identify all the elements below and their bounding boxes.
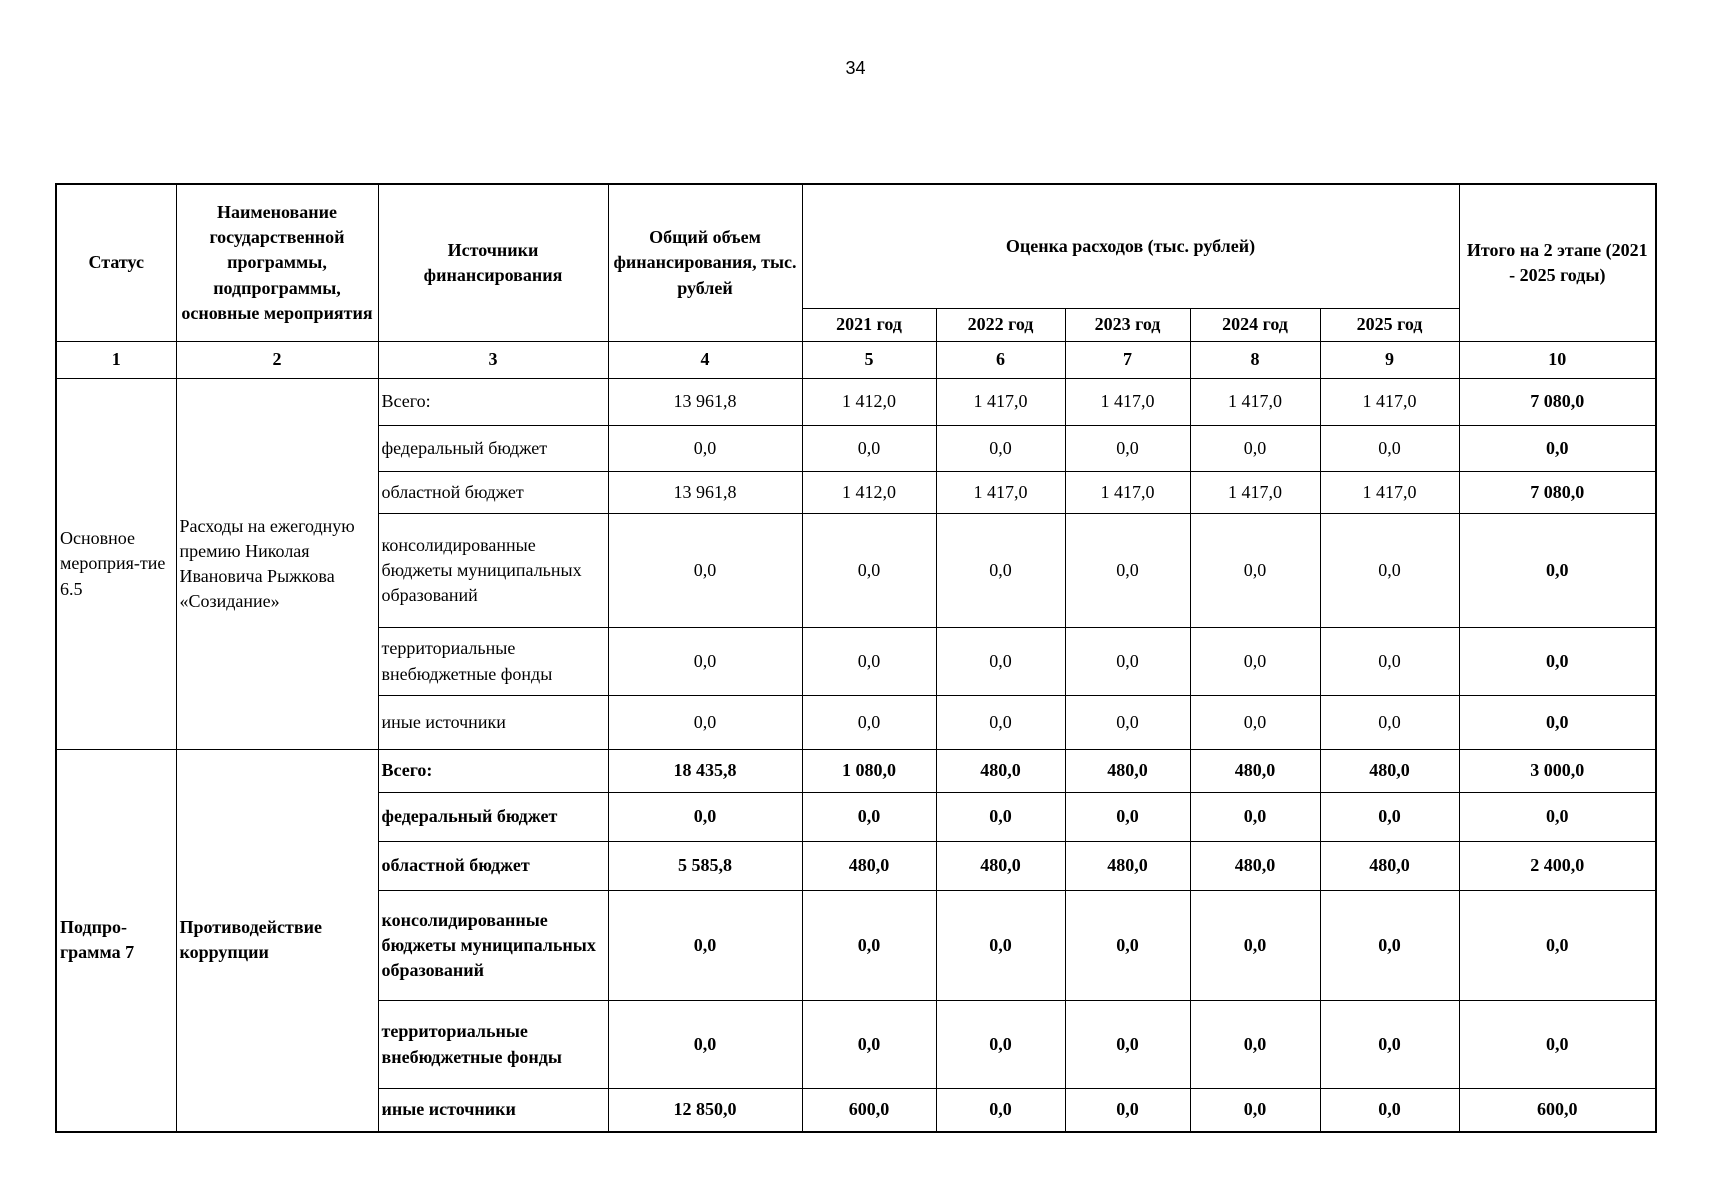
- year-value: 0,0: [936, 514, 1065, 628]
- header-sources: Источники финансирования: [378, 184, 608, 342]
- total-volume: 13 961,8: [608, 379, 802, 426]
- year-value: 1 417,0: [1320, 472, 1459, 514]
- source-label: Всего:: [378, 379, 608, 426]
- total-volume: 5 585,8: [608, 842, 802, 891]
- stage-total: 0,0: [1459, 696, 1656, 750]
- year-value: 0,0: [936, 1001, 1065, 1089]
- header-year-2024: 2024 год: [1190, 309, 1320, 342]
- year-value: 0,0: [936, 891, 1065, 1001]
- table-row: [56, 750, 1656, 793]
- year-value: 0,0: [1065, 1089, 1190, 1132]
- block-name: Расходы на ежегодную премию Николая Ивановича Рыжкова «Созидание»: [176, 379, 378, 750]
- source-label: консолидированные бюджеты муниципальных образований: [378, 891, 608, 1001]
- year-value: 0,0: [1320, 514, 1459, 628]
- column-number: 9: [1320, 342, 1459, 379]
- year-value: 0,0: [1320, 1089, 1459, 1132]
- column-number: 3: [378, 342, 608, 379]
- column-number: 4: [608, 342, 802, 379]
- stage-total: 2 400,0: [1459, 842, 1656, 891]
- year-value: 0,0: [1320, 1001, 1459, 1089]
- year-value: 480,0: [936, 750, 1065, 793]
- year-value: 600,0: [802, 1089, 936, 1132]
- block-name: Противодействие коррупции: [176, 750, 378, 1132]
- source-label: Всего:: [378, 750, 608, 793]
- year-value: 1 417,0: [936, 379, 1065, 426]
- year-value: 0,0: [936, 793, 1065, 842]
- stage-total: 0,0: [1459, 628, 1656, 696]
- year-value: 0,0: [936, 1089, 1065, 1132]
- column-number: 5: [802, 342, 936, 379]
- source-label: федеральный бюджет: [378, 793, 608, 842]
- stage-total: 0,0: [1459, 891, 1656, 1001]
- year-value: 1 417,0: [1190, 472, 1320, 514]
- year-value: 0,0: [802, 628, 936, 696]
- year-value: 480,0: [1190, 842, 1320, 891]
- year-value: 1 080,0: [802, 750, 936, 793]
- year-value: 0,0: [802, 1001, 936, 1089]
- header-estimate: Оценка расходов (тыс. рублей): [802, 184, 1459, 309]
- header-year-2025: 2025 год: [1320, 309, 1459, 342]
- header-year-2023: 2023 год: [1065, 309, 1190, 342]
- year-value: 1 417,0: [936, 472, 1065, 514]
- year-value: 1 412,0: [802, 379, 936, 426]
- column-number: 2: [176, 342, 378, 379]
- year-value: 0,0: [1320, 891, 1459, 1001]
- year-value: 0,0: [1065, 696, 1190, 750]
- stage-total: 0,0: [1459, 793, 1656, 842]
- column-number: 6: [936, 342, 1065, 379]
- header-total-volume: Общий объем финансирования, тыс. рублей: [608, 184, 802, 342]
- year-value: 0,0: [802, 891, 936, 1001]
- year-value: 0,0: [802, 793, 936, 842]
- header-status: Статус: [56, 184, 176, 342]
- year-value: 0,0: [1190, 696, 1320, 750]
- year-value: 480,0: [1065, 842, 1190, 891]
- block-status: Основное мероприя-тие 6.5: [56, 379, 176, 750]
- year-value: 1 412,0: [802, 472, 936, 514]
- total-volume: 0,0: [608, 514, 802, 628]
- stage-total: 7 080,0: [1459, 472, 1656, 514]
- year-value: 0,0: [802, 696, 936, 750]
- column-number: 8: [1190, 342, 1320, 379]
- year-value: 0,0: [1065, 426, 1190, 472]
- source-label: иные источники: [378, 696, 608, 750]
- header-year-2021: 2021 год: [802, 309, 936, 342]
- stage-total: 3 000,0: [1459, 750, 1656, 793]
- total-volume: 0,0: [608, 793, 802, 842]
- header-year-2022: 2022 год: [936, 309, 1065, 342]
- total-volume: 0,0: [608, 628, 802, 696]
- source-label: федеральный бюджет: [378, 426, 608, 472]
- year-value: 0,0: [1190, 628, 1320, 696]
- year-value: 480,0: [1320, 750, 1459, 793]
- total-volume: 12 850,0: [608, 1089, 802, 1132]
- year-value: 0,0: [1320, 628, 1459, 696]
- year-value: 1 417,0: [1190, 379, 1320, 426]
- financing-table: [55, 183, 1657, 1133]
- header-row: [56, 184, 1656, 309]
- header-stage-total: Итого на 2 этапе (2021 - 2025 годы): [1459, 184, 1656, 342]
- source-label: иные источники: [378, 1089, 608, 1132]
- stage-total: 0,0: [1459, 514, 1656, 628]
- total-volume: 18 435,8: [608, 750, 802, 793]
- stage-total: 0,0: [1459, 426, 1656, 472]
- total-volume: 0,0: [608, 1001, 802, 1089]
- year-value: 0,0: [802, 426, 936, 472]
- source-label: консолидированные бюджеты муниципальных образований: [378, 514, 608, 628]
- source-label: территориальные внебюджетные фонды: [378, 1001, 608, 1089]
- year-value: 0,0: [1190, 514, 1320, 628]
- column-number: 10: [1459, 342, 1656, 379]
- total-volume: 0,0: [608, 426, 802, 472]
- stage-total: 0,0: [1459, 1001, 1656, 1089]
- total-volume: 13 961,8: [608, 472, 802, 514]
- year-value: 0,0: [1065, 891, 1190, 1001]
- year-value: 1 417,0: [1065, 379, 1190, 426]
- column-number: 7: [1065, 342, 1190, 379]
- year-value: 0,0: [1190, 891, 1320, 1001]
- year-value: 480,0: [802, 842, 936, 891]
- stage-total: 600,0: [1459, 1089, 1656, 1132]
- column-number: 1: [56, 342, 176, 379]
- year-value: 0,0: [936, 426, 1065, 472]
- year-value: 0,0: [1065, 1001, 1190, 1089]
- stage-total: 7 080,0: [1459, 379, 1656, 426]
- year-value: 0,0: [1320, 793, 1459, 842]
- year-value: 480,0: [1190, 750, 1320, 793]
- year-value: 480,0: [936, 842, 1065, 891]
- total-volume: 0,0: [608, 696, 802, 750]
- year-value: 1 417,0: [1320, 379, 1459, 426]
- year-value: 0,0: [802, 514, 936, 628]
- total-volume: 0,0: [608, 891, 802, 1001]
- year-value: 0,0: [1190, 1001, 1320, 1089]
- year-value: 480,0: [1065, 750, 1190, 793]
- year-value: 0,0: [1065, 628, 1190, 696]
- header-name: Наименование государственной программы, подпрограммы, основные мероприятия: [176, 184, 378, 342]
- year-value: 0,0: [1190, 793, 1320, 842]
- year-value: 480,0: [1320, 842, 1459, 891]
- column-number-row: [56, 342, 1656, 379]
- year-value: 0,0: [1190, 426, 1320, 472]
- source-label: областной бюджет: [378, 842, 608, 891]
- year-value: 0,0: [1065, 793, 1190, 842]
- table-row: [56, 379, 1656, 426]
- source-label: областной бюджет: [378, 472, 608, 514]
- year-value: 1 417,0: [1065, 472, 1190, 514]
- year-value: 0,0: [1190, 1089, 1320, 1132]
- source-label: территориальные внебюджетные фонды: [378, 628, 608, 696]
- year-value: 0,0: [1320, 696, 1459, 750]
- year-value: 0,0: [936, 628, 1065, 696]
- year-value: 0,0: [1065, 514, 1190, 628]
- page-number: 34: [845, 58, 866, 78]
- block-status: Подпро-грамма 7: [56, 750, 176, 1132]
- year-value: 0,0: [1320, 426, 1459, 472]
- year-value: 0,0: [936, 696, 1065, 750]
